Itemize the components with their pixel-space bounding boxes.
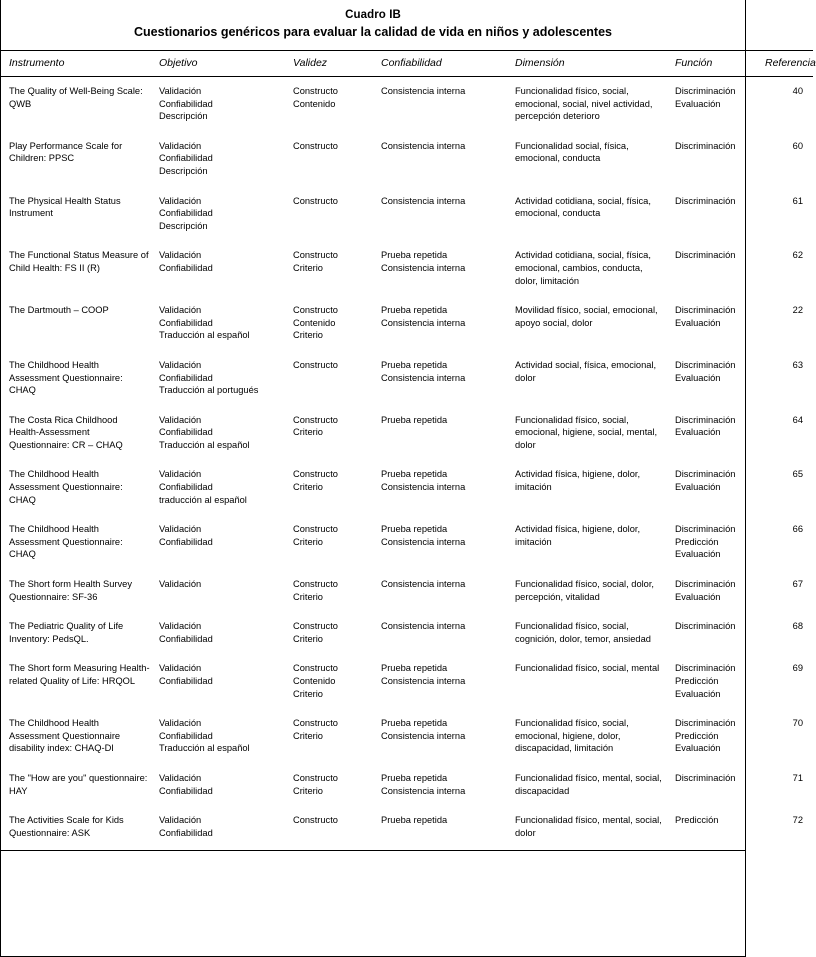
cell-line: Traducción al portugués: [159, 385, 259, 396]
cell-dimension: [511, 460, 671, 515]
cell-line: Confiabilidad: [159, 785, 213, 796]
cell-line: Constructo: [293, 250, 338, 261]
cell-validez: [289, 77, 377, 132]
cell-line: Prueba repetida: [381, 250, 448, 261]
cell-instrumento: [1, 351, 155, 406]
cell-line: 62: [792, 250, 803, 261]
cell-line: Prueba repetida: [381, 524, 448, 535]
cell-line: Consistencia interna: [381, 86, 466, 96]
cell-line: Prueba repetida: [381, 815, 448, 826]
cell-line: The Childhood Health Assessment Questionnaire: CHAQ: [9, 524, 123, 560]
table-row: [1, 77, 813, 132]
cell-objetivo: [155, 77, 289, 132]
cell-line: Confiabilidad: [159, 262, 213, 273]
table-row: [1, 612, 813, 654]
cell-line: Predicción: [675, 815, 719, 826]
cell-line: Funcionalidad físico, mental, social, discapacidad: [515, 772, 662, 796]
cell-line: Play Performance Scale for Children: PPSC: [9, 140, 123, 164]
cell-validez: [289, 241, 377, 296]
cell-instrumento: [1, 612, 155, 654]
cell-line: Evaluación: [675, 98, 721, 109]
cell-objetivo: [155, 515, 289, 570]
cell-confiabilidad: [377, 515, 511, 570]
cell-funcion: [671, 296, 761, 351]
cell-line: Criterio: [293, 591, 323, 602]
cell-line: Funcionalidad físico, social, mental: [515, 663, 660, 674]
cell-objetivo: [155, 612, 289, 654]
cell-dimension: [511, 612, 671, 654]
cell-confiabilidad: [377, 77, 511, 132]
cell-line: Confiabilidad: [159, 153, 213, 164]
cell-confiabilidad: [377, 351, 511, 406]
cell-confiabilidad: [377, 460, 511, 515]
cell-line: Consistencia interna: [381, 536, 466, 547]
cell-line: Movilidad físico, social, emocional, apoyo social, dolor: [515, 305, 658, 328]
cell-line: Evaluación: [675, 427, 721, 438]
cell-dimension: [511, 241, 671, 296]
cell-line: Validación: [159, 359, 202, 370]
cell-line: Descripción: [159, 220, 208, 231]
cell-line: Confiabilidad: [159, 730, 213, 741]
cell-line: Validación: [159, 579, 202, 590]
cell-line: Constructo: [293, 524, 338, 535]
table-row: [1, 570, 813, 612]
cell-line: Discriminación: [675, 772, 736, 783]
cell-instrumento: [1, 654, 155, 709]
cell-line: Predicción: [675, 730, 719, 741]
cell-referencia: [761, 764, 813, 806]
cell-validez: [289, 654, 377, 709]
cell-objetivo: [155, 241, 289, 296]
cell-dimension: [511, 296, 671, 351]
cell-dimension: [511, 187, 671, 242]
cell-line: 63: [792, 359, 803, 370]
cell-line: 71: [792, 772, 803, 783]
cell-line: Criterio: [293, 482, 323, 493]
cell-line: Evaluación: [675, 688, 721, 699]
cell-validez: [289, 460, 377, 515]
cell-referencia: [761, 132, 813, 187]
cell-line: Validación: [159, 195, 202, 206]
cell-line: 69: [792, 663, 803, 674]
table-row: [1, 187, 813, 242]
cell-objetivo: [155, 351, 289, 406]
cell-line: Prueba repetida: [381, 414, 448, 425]
cell-instrumento: [1, 187, 155, 242]
cell-line: Funcionalidad físico, social, emocional, social, nivel actividad, percepción deterioro: [515, 86, 653, 122]
cell-line: Constructo: [293, 195, 338, 206]
cell-objetivo: [155, 806, 289, 848]
cell-instrumento: [1, 764, 155, 806]
cell-line: Contenido: [293, 317, 336, 328]
cell-line: Constructo: [293, 621, 338, 632]
table-row: [1, 654, 813, 709]
cell-line: Discriminación: [675, 359, 736, 370]
cell-line: Validación: [159, 250, 202, 261]
cell-line: The Short form Measuring Health-related Quality of Life: HRQOL: [9, 663, 150, 686]
cell-line: Contenido: [293, 676, 336, 686]
cell-line: Discriminación: [675, 86, 736, 96]
cell-objetivo: [155, 709, 289, 764]
cell-referencia: [761, 806, 813, 848]
cell-line: 67: [792, 579, 803, 590]
cell-objetivo: [155, 296, 289, 351]
cell-line: Funcionalidad físico, social, emocional, higiene, social, mental, dolor: [515, 414, 658, 450]
cell-line: 40: [792, 86, 803, 96]
cell-funcion: [671, 764, 761, 806]
cell-line: Discriminación: [675, 414, 736, 425]
cell-line: Validación: [159, 86, 202, 96]
cell-line: Confiabilidad: [159, 676, 213, 686]
cell-instrumento: [1, 132, 155, 187]
cell-line: Funcionalidad físico, social, cognición, dolor, temor, ansiedad: [515, 621, 651, 644]
cell-objetivo: [155, 570, 289, 612]
cell-line: Validación: [159, 469, 202, 480]
cell-line: Constructo: [293, 469, 338, 480]
cell-line: Constructo: [293, 359, 338, 370]
cell-line: The Childhood Health Assessment Questionnaire disability index: CHAQ-DI: [9, 718, 121, 754]
cell-line: Consistencia interna: [381, 621, 466, 632]
cell-line: 65: [792, 469, 803, 480]
cell-line: 68: [792, 621, 803, 632]
cell-line: The Physical Health Status Instrument: [9, 195, 121, 219]
cell-confiabilidad: [377, 406, 511, 461]
cell-line: The Dartmouth – COOP: [9, 305, 109, 316]
cell-line: Validación: [159, 772, 202, 783]
cell-validez: [289, 806, 377, 848]
table-header-row: [1, 51, 813, 77]
cell-instrumento: [1, 570, 155, 612]
cell-line: Discriminación: [675, 663, 736, 674]
cell-line: Consistencia interna: [381, 195, 466, 206]
cell-line: The Activities Scale for Kids Questionnaire: ASK: [9, 815, 124, 838]
cell-line: Constructo: [293, 772, 338, 783]
table-body: [1, 77, 813, 849]
cell-line: Confiabilidad: [159, 317, 213, 328]
cell-line: Discriminación: [675, 305, 736, 316]
cell-funcion: [671, 654, 761, 709]
cell-line: Criterio: [293, 688, 323, 699]
cell-line: Evaluación: [675, 482, 721, 493]
cell-line: Traducción al español: [159, 743, 250, 754]
cell-instrumento: [1, 241, 155, 296]
cell-line: Discriminación: [675, 524, 736, 535]
cell-objetivo: [155, 460, 289, 515]
cell-line: Actividad cotidiana, social, física, emocional, cambios, conducta, dolor, limitación: [515, 250, 651, 286]
cell-objetivo: [155, 654, 289, 709]
cell-line: 66: [792, 524, 803, 535]
title-block: [1, 0, 745, 40]
cell-objetivo: [155, 132, 289, 187]
cell-line: The Quality of Well-Being Scale: QWB: [9, 86, 143, 109]
cell-line: Confiabilidad: [159, 372, 213, 383]
cell-line: Validación: [159, 524, 202, 535]
table-label: Cuadro IB: [345, 9, 401, 21]
cell-line: Consistencia interna: [381, 262, 466, 273]
table-row: [1, 132, 813, 187]
cell-dimension: [511, 570, 671, 612]
cell-funcion: [671, 406, 761, 461]
cell-funcion: [671, 515, 761, 570]
cell-confiabilidad: [377, 764, 511, 806]
cell-validez: [289, 709, 377, 764]
cell-line: Validación: [159, 621, 202, 632]
cell-referencia: [761, 460, 813, 515]
cell-line: Actividad física, higiene, dolor, imitación: [515, 469, 641, 493]
cell-referencia: [761, 515, 813, 570]
cell-validez: [289, 132, 377, 187]
cell-funcion: [671, 132, 761, 187]
cell-line: Evaluación: [675, 591, 721, 602]
cell-instrumento: [1, 296, 155, 351]
cell-objetivo: [155, 406, 289, 461]
cell-dimension: [511, 351, 671, 406]
cell-line: Prueba repetida: [381, 305, 448, 316]
cell-dimension: [511, 77, 671, 132]
cell-line: Consistencia interna: [381, 372, 466, 383]
cell-line: Consistencia interna: [381, 676, 466, 686]
cell-line: Discriminación: [675, 579, 736, 590]
cell-line: Consistencia interna: [381, 317, 466, 328]
column-header-confiabilidad: Confiabilidad: [377, 51, 511, 77]
cell-confiabilidad: [377, 296, 511, 351]
column-header-referencia: Referencia: [761, 51, 813, 77]
cell-line: Confiabilidad: [159, 827, 213, 838]
column-header-validez: Validez: [289, 51, 377, 77]
cell-validez: [289, 570, 377, 612]
cell-confiabilidad: [377, 612, 511, 654]
cell-confiabilidad: [377, 187, 511, 242]
cell-line: Consistencia interna: [381, 579, 466, 590]
cell-line: Validación: [159, 663, 202, 674]
cell-funcion: [671, 570, 761, 612]
cell-line: Actividad social, física, emocional, dolor: [515, 359, 657, 383]
cell-line: Predicción: [675, 676, 719, 686]
cell-line: Discriminación: [675, 469, 736, 480]
cell-line: Confiabilidad: [159, 633, 213, 644]
cell-confiabilidad: [377, 570, 511, 612]
cell-line: Discriminación: [675, 195, 736, 206]
cell-funcion: [671, 77, 761, 132]
cell-line: The Costa Rica Childhood Health-Assessment Questionnaire: CR – CHAQ: [9, 414, 123, 450]
table-row: [1, 351, 813, 406]
cell-referencia: [761, 296, 813, 351]
cell-line: Validación: [159, 140, 202, 151]
cell-line: Confiabilidad: [159, 482, 213, 493]
cell-line: traducción al español: [159, 494, 247, 505]
cell-validez: [289, 351, 377, 406]
cell-objetivo: [155, 764, 289, 806]
cell-confiabilidad: [377, 654, 511, 709]
cell-line: Confiabilidad: [159, 208, 213, 219]
cell-instrumento: [1, 515, 155, 570]
cell-line: The "How are you" questionnaire: HAY: [9, 772, 148, 796]
cell-referencia: [761, 187, 813, 242]
table-row: [1, 460, 813, 515]
table-row: [1, 241, 813, 296]
cell-confiabilidad: [377, 709, 511, 764]
cell-confiabilidad: [377, 806, 511, 848]
cell-line: Criterio: [293, 262, 323, 273]
cell-line: Evaluación: [675, 372, 721, 383]
cell-line: Constructo: [293, 663, 338, 674]
cell-line: Criterio: [293, 730, 323, 741]
cell-funcion: [671, 241, 761, 296]
column-header-objetivo: Objetivo: [155, 51, 289, 77]
cell-instrumento: [1, 709, 155, 764]
cell-line: The Childhood Health Assessment Questionnaire: CHAQ: [9, 359, 123, 396]
cell-line: Evaluación: [675, 317, 721, 328]
table-row: [1, 806, 813, 848]
cell-dimension: [511, 764, 671, 806]
cell-line: Confiabilidad: [159, 427, 213, 438]
cell-funcion: [671, 612, 761, 654]
cell-funcion: [671, 187, 761, 242]
cell-line: Criterio: [293, 330, 323, 341]
cell-line: Consistencia interna: [381, 140, 466, 151]
cell-referencia: [761, 406, 813, 461]
cell-referencia: [761, 351, 813, 406]
cell-line: Validación: [159, 414, 202, 425]
cell-dimension: [511, 709, 671, 764]
cell-instrumento: [1, 406, 155, 461]
cell-line: Evaluación: [675, 549, 721, 560]
cell-line: Confiabilidad: [159, 536, 213, 547]
cell-line: Constructo: [293, 86, 338, 96]
cell-line: Prueba repetida: [381, 718, 448, 729]
cell-instrumento: [1, 460, 155, 515]
cell-instrumento: [1, 77, 155, 132]
cell-referencia: [761, 654, 813, 709]
cell-line: 64: [792, 414, 803, 425]
cell-funcion: [671, 351, 761, 406]
cell-line: Constructo: [293, 414, 338, 425]
cell-line: Confiabilidad: [159, 98, 213, 109]
cell-funcion: [671, 460, 761, 515]
cell-line: Discriminación: [675, 140, 736, 151]
cell-referencia: [761, 241, 813, 296]
cell-validez: [289, 612, 377, 654]
cell-confiabilidad: [377, 241, 511, 296]
cell-line: Discriminación: [675, 718, 736, 729]
table-title-text: Cuestionarios genéricos para evaluar la calidad de vida en niños y adolescentes: [134, 25, 612, 39]
table-row: [1, 406, 813, 461]
instruments-table: [1, 50, 816, 848]
cell-line: 61: [792, 195, 803, 206]
cell-line: Validación: [159, 718, 202, 729]
cell-line: Consistencia interna: [381, 785, 466, 796]
cell-line: 22: [792, 305, 803, 316]
cell-referencia: [761, 77, 813, 132]
cell-validez: [289, 764, 377, 806]
column-header-funcion: Función: [671, 51, 761, 77]
cell-line: Constructo: [293, 579, 338, 590]
cell-dimension: [511, 654, 671, 709]
cell-confiabilidad: [377, 132, 511, 187]
cell-line: The Functional Status Measure of Child Health: FS II (R): [9, 250, 149, 273]
cell-validez: [289, 187, 377, 242]
cell-line: Descripción: [159, 165, 208, 176]
cell-line: Funcionalidad físico, social, dolor, percepción, vitalidad: [515, 579, 655, 602]
cell-line: Criterio: [293, 536, 323, 547]
cell-line: Traducción al español: [159, 439, 250, 450]
cell-line: Consistencia interna: [381, 482, 466, 493]
cell-line: The Pediatric Quality of Life Inventory: PedsQL.: [9, 621, 124, 644]
cell-line: Descripción: [159, 111, 208, 122]
cell-line: Criterio: [293, 785, 323, 796]
cell-dimension: [511, 132, 671, 187]
table-row: [1, 709, 813, 764]
cell-line: 70: [792, 718, 803, 729]
table-title: [1, 24, 745, 40]
cell-validez: [289, 296, 377, 351]
cell-objetivo: [155, 187, 289, 242]
cell-funcion: [671, 806, 761, 848]
cell-line: Constructo: [293, 305, 338, 316]
cell-line: Prueba repetida: [381, 469, 448, 480]
cell-line: Constructo: [293, 140, 338, 151]
cell-line: Contenido: [293, 98, 336, 109]
cell-line: 72: [792, 815, 803, 826]
table-header: [1, 51, 816, 77]
table-bottom-rule: [1, 850, 745, 851]
cell-referencia: [761, 570, 813, 612]
cell-line: Funcionalidad físico, social, emocional, higiene, dolor, discapacidad, limitación: [515, 718, 629, 754]
cell-instrumento: [1, 806, 155, 848]
cell-line: Validación: [159, 815, 202, 826]
cell-line: Criterio: [293, 633, 323, 644]
cell-dimension: [511, 806, 671, 848]
cell-validez: [289, 406, 377, 461]
cell-line: 60: [792, 140, 803, 151]
cell-line: Actividad cotidiana, social, física, emocional, conducta: [515, 195, 651, 219]
cell-line: Evaluación: [675, 743, 721, 754]
cell-line: Predicción: [675, 536, 719, 547]
cell-dimension: [511, 515, 671, 570]
cell-line: Prueba repetida: [381, 772, 448, 783]
cell-line: The Childhood Health Assessment Questionnaire: CHAQ: [9, 469, 123, 505]
cell-line: Prueba repetida: [381, 359, 448, 370]
cell-dimension: [511, 406, 671, 461]
cell-line: Criterio: [293, 427, 323, 438]
column-header-instrumento: Instrumento: [1, 51, 155, 77]
table-row: [1, 764, 813, 806]
cell-line: Discriminación: [675, 250, 736, 261]
table-row: [1, 296, 813, 351]
column-header-dimension: Dimensión: [511, 51, 671, 77]
cell-line: Funcionalidad social, física, emocional, conducta: [515, 140, 629, 164]
table-row: [1, 515, 813, 570]
cell-line: Validación: [159, 305, 202, 316]
cell-line: Traducción al español: [159, 330, 250, 341]
cell-line: Discriminación: [675, 621, 736, 632]
cell-referencia: [761, 612, 813, 654]
cell-line: Constructo: [293, 718, 338, 729]
cell-funcion: [671, 709, 761, 764]
cell-line: Funcionalidad físico, mental, social, dolor: [515, 815, 662, 838]
cell-line: Consistencia interna: [381, 730, 466, 741]
cell-line: The Short form Health Survey Questionnaire: SF-36: [9, 579, 132, 602]
cell-validez: [289, 515, 377, 570]
cell-line: Actividad física, higiene, dolor, imitación: [515, 524, 641, 547]
cell-line: Prueba repetida: [381, 663, 448, 674]
cell-line: Constructo: [293, 815, 338, 826]
cell-referencia: [761, 709, 813, 764]
